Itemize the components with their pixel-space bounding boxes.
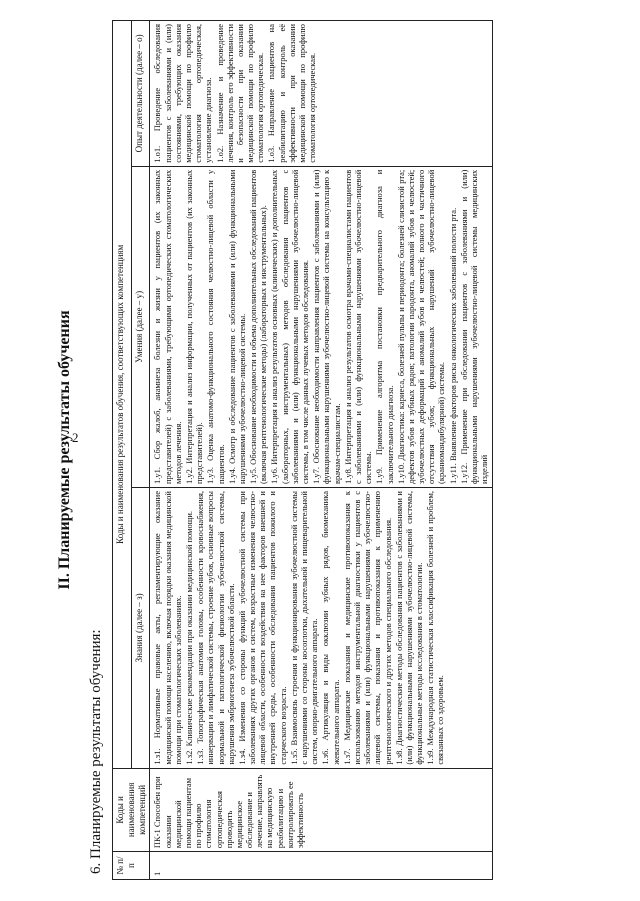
section-title: II. Планируемые результаты обучения — [56, 310, 73, 590]
header-knowledge: Знания (далее – з) — [131, 488, 150, 769]
outcome-item: 1.у1. Сбор жалоб, анамнеза болезни и жизни у пациентов (их законных представителей) с заболеваниями, требующими ортопедических стоматологических методов лечения. — [152, 169, 183, 485]
outcome-item: 1.з7. Медицинские показания и медицинские противопоказания к использованию методов инструментальной диагностики у пациентов с заболеваниями и (или) функциональными нарушениями зубочелюстно-лицевой системы, показания и противопоказания к применению рентгенологического и других методов специального обследования. — [341, 491, 393, 765]
page-number: 2 — [72, 430, 79, 445]
outcome-item: 1.з3. Топографическая анатомия головы, особенности кровоснабжения, иннервации и лимфатической системы, строение зубов, основные вопросы нормальной и патологической физиологии зубочелюстной системы, нарушения эмбриогенеза зубочелюстной области. — [195, 491, 236, 765]
header-skills: Умения (далее – у) — [131, 166, 150, 487]
table-row — [150, 21, 493, 880]
outcome-item: 1.з5. Взаимосвязь строения и функционирования зубочелюстной системы с нарушениями со стороны носоглотки, дыхательной и пищеварительной систем, опорно-двигательного аппарата. — [288, 491, 320, 765]
table-caption: 6. Планируемые результаты обучения: — [88, 629, 104, 874]
outcome-item: 1.з4. Изменения со стороны функций зубочелюстной системы при заболеваниях других органов и систем, возрастные изменения челюстно-лицевой области, особенности воздействия на нее факторов внешней и внутренней среды, особенности обследования пациентов пожилого и старческого возраста. — [236, 491, 288, 765]
outcome-item: 1.у5. Обоснование необходимости и объема дополнительных обследований пациентов (включая рентгенологические методы) (лабораторных и инструментальных). — [248, 169, 269, 485]
outcome-item: 1.у9. Применение алгоритма постановки предварительного диагноза и заключительного диагноза. — [374, 169, 395, 485]
outcome-item: 1.о3. Направление пациентов на реабилитацию и контроль её эффективности при оказании медицинской помощи по профилю стоматология ортопедическая. — [266, 24, 318, 163]
outcome-item: 1.у10. Диагностика: кариеса, болезней пульпы и периодонта; болезней слизистой рта; дефектов зубов и зубных рядов; патологии пародонта, аномалий зубов и челюстей; зубочелюстных деформаций и аномалий зубов и челюстей; полного и частичного отсутствия зубов; функциональных нарушений зубочелюстно-лицевой (краниомандибулярной) системы. — [395, 169, 447, 485]
outcome-item: 1.у6. Интерпретация и анализ результатов основных (клинических) и дополнительных (лабораторных, инструментальных) методов обследования пациентов с заболеваниями и (или) функциональными нарушениями зубочелюстно-лицевой системы, в том числе данных лучевых методов обследования. — [269, 169, 311, 485]
outcome-item: 1.з6. Артикуляция и виды окклюзии зубных рядов, биомеханика жевательного аппарата. — [320, 491, 341, 765]
outcome-item: 1.у7. Обоснование необходимости направления пациентов с заболеваниями и (или) функциональными нарушениями зубочелюстно-лицевой системы на консультацию к врачам-специалистам. — [311, 169, 342, 485]
outcome-item: 1.з2. Клинические рекомендации при оказании медицинской помощи. — [183, 511, 194, 765]
outcome-item: 1.у11. Выявление факторов риска онкологических заболеваний полости рта. — [447, 207, 458, 485]
outcome-item: 1.у8. Интерпретация и анализ результатов осмотра врачами-специалистами пациентов с заболеваниями и (или) функциональными нарушениями зубочелюстно-лицевой системы. — [342, 169, 374, 485]
outcome-item: 1.о2. Назначение и проведение лечения, контроль его эффективности и безопасности при оказании медицинской помощи по профилю стоматология ортопедическая. — [214, 24, 266, 163]
learning-outcomes-table — [112, 20, 493, 880]
knowledge-cell — [150, 488, 493, 769]
experience-cell — [150, 21, 493, 167]
outcome-item: 1.у2. Интерпретация и анализ информации, полученных от пациентов (их законных представителей). — [183, 169, 205, 485]
header-group: Коды и наименования результатов обучения, соответствующих компетенциям — [113, 21, 132, 769]
outcome-item: 1.о1. Проведение обследования пациентов с заболеваниями и (или) состояниями, требующих оказания медицинской помощи по профилю стоматология ортопедическая, установление диагноза. — [152, 24, 214, 163]
outcome-item: 1.з9. Международная статистическая классификация болезней и проблем, связанных со здоровьем. — [425, 491, 446, 765]
outcome-item: 1.з8. Диагностические методы обследования пациентов с заболеваниями и (или) функциональными нарушениями зубочелюстно-лицевой системы, функциональные методы исследования в стоматологии. — [393, 491, 425, 765]
header-experience: Опыт деятельности (далее – о) — [131, 21, 150, 167]
header-no: № п/п — [113, 852, 150, 880]
skills-cell — [150, 166, 493, 487]
rotated-page — [50, 20, 610, 880]
outcome-item: 1.з1. Нормативные правовые акты, регламентирующие оказание медицинской помощи населению, включая порядки оказания медицинской помощи при стоматологических заболеваниях. — [152, 491, 183, 765]
header-competence: Коды и наименования компетенций — [113, 768, 150, 852]
competence-cell: ПК-1 Способен при оказании медицинской помощи пациентам по профилю стоматология ортопедическая проводить медицинское обследование и лечение, направлять на медицинскую реабилитацию и контролировать ее эффективность — [150, 768, 493, 852]
row-number: 1 — [150, 852, 493, 880]
outcome-item: 1.у3. Оценка анатомо-функционального состояния челюстно-лицевой области у пациентов. — [205, 169, 226, 485]
outcome-item: 1.у4. Осмотр и обследование пациентов с заболеваниями и (или) функциональными нарушениями зубочелюстно-лицевой системы. — [226, 169, 247, 485]
outcome-item: 1.у12. Применение при обследовании пациентов с заболеваниями и (или) функциональными нарушениями зубочелюстно-лицевой системы медицинских изделий — [458, 169, 490, 485]
